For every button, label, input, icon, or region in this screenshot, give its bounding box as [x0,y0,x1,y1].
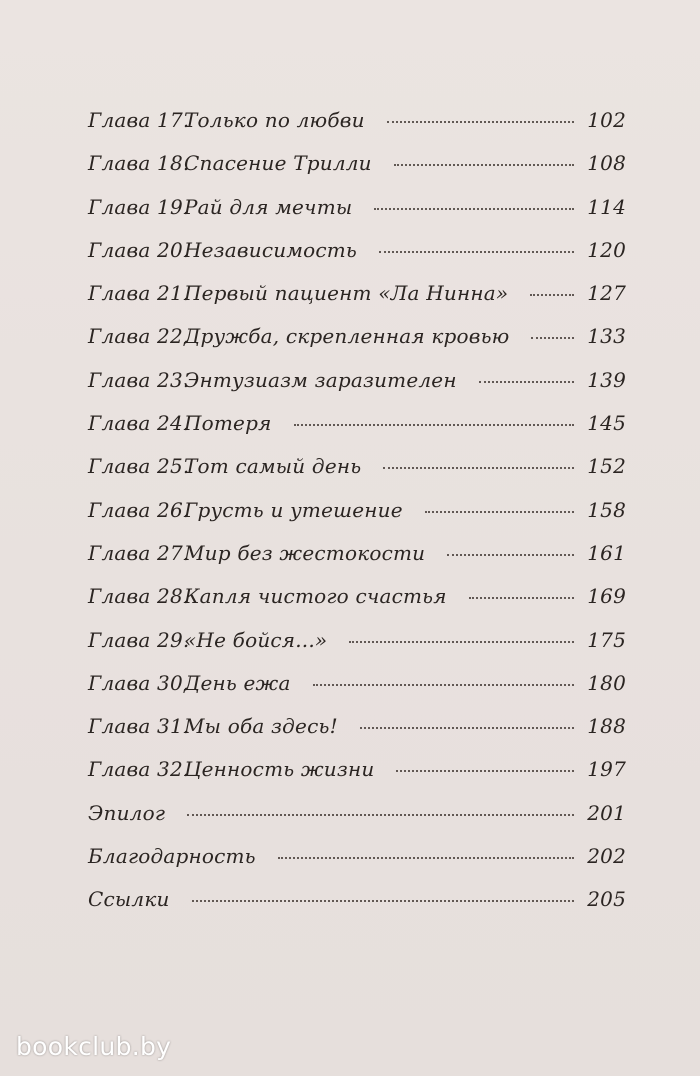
toc-chapter-title: Независимость [184,237,357,262]
toc-chapter-number: Глава 19. [88,194,190,219]
toc-leader-dots [479,381,574,383]
toc-chapter-number: Глава 25. [88,454,190,479]
toc-page-number: 169 [587,584,626,609]
toc-chapter-number: Глава 29. [88,627,190,652]
toc-chapter-title: Дружба, скрепленная кровью [184,324,510,349]
toc-page-number: 201 [587,800,626,825]
toc-chapter-number: Глава 28. [88,584,190,609]
toc-chapter-number: Глава 24. [88,411,190,436]
toc-leader-dots [360,727,574,729]
toc-chapter-number: Глава 31. [88,714,190,739]
toc-entry [88,714,626,757]
toc-leader-dots [192,900,574,902]
toc-entry [88,411,626,454]
toc-entry [88,238,626,281]
toc-page-number: 202 [587,844,626,869]
toc-chapter-title: Ценность жизни [184,757,375,782]
toc-chapter-number: Глава 20. [88,237,190,262]
toc-entry [88,628,626,671]
toc-leader-dots [187,814,574,816]
toc-entry [88,454,626,497]
toc-leader-dots [396,770,574,772]
toc-entry [88,541,626,584]
toc-chapter-number: Глава 18. [88,151,190,176]
toc-chapter-title: Потеря [184,411,272,436]
toc-leader-dots [531,337,574,339]
toc-section-title: Благодарность [88,844,256,869]
toc-chapter-number: Глава 32. [88,757,190,782]
toc-page-number: 120 [587,237,626,262]
toc-leader-dots [469,597,574,599]
toc-section-title: Ссылки [88,887,170,912]
toc-leader-dots [374,208,574,210]
toc-chapter-title: Грусть и утешение [184,497,403,522]
toc-leader-dots [379,251,574,253]
toc-page-number: 139 [587,367,626,392]
toc-page-number: 133 [587,324,626,349]
toc-leader-dots [349,641,574,643]
toc-page-number: 205 [587,887,626,912]
toc-entry-epilogue [88,801,626,844]
toc-entry [88,151,626,194]
toc-chapter-title: Мы оба здесь! [184,714,338,739]
toc-page-number: 108 [587,151,626,176]
toc-chapter-number: Глава 26. [88,497,190,522]
toc-leader-dots [394,164,574,166]
toc-page-number: 197 [587,757,626,782]
toc-page-number: 175 [587,627,626,652]
toc-leader-dots [387,121,574,123]
toc-page-number: 152 [587,454,626,479]
toc-leader-dots [294,424,574,426]
toc-page-number: 161 [587,540,626,565]
toc-entry [88,281,626,324]
toc-leader-dots [278,857,574,859]
toc-page-number: 127 [587,281,626,306]
toc-chapter-number: Глава 27. [88,540,190,565]
toc-chapter-title: Только по любви [184,108,365,132]
toc-entry [88,757,626,800]
toc-chapter-number: Глава 17. [88,108,190,132]
toc-chapter-number: Глава 21. [88,281,190,306]
toc-leader-dots [425,511,574,513]
toc-chapter-title: Энтузиазм заразителен [184,367,457,392]
toc-entry [88,368,626,411]
toc-chapter-title: Капля чистого счастья [184,584,447,609]
toc-leader-dots [447,554,574,556]
toc-chapter-title: Мир без жестокости [184,540,426,565]
toc-leader-dots [383,467,574,469]
toc-leader-dots [313,684,574,686]
toc-chapter-number: Глава 23. [88,367,190,392]
toc-chapter-title: Тот самый день [184,454,362,479]
toc-page-number: 114 [587,194,626,219]
site-watermark: bookclub.by [16,1032,172,1061]
toc-chapter-title: День ежа [184,670,291,695]
toc-chapter-title: Первый пациент «Ла Нинна» [184,281,509,306]
toc-entry [88,584,626,627]
toc-entry-acknowledgements [88,844,626,887]
toc-chapter-title: Рай для мечты [184,194,353,219]
toc-page-number: 145 [587,411,626,436]
toc-entry [88,324,626,367]
toc-entry-references [88,887,626,930]
toc-leader-dots [530,294,574,296]
table-of-contents [88,108,626,931]
toc-page-number: 180 [587,670,626,695]
toc-chapter-number: Глава 30. [88,670,190,695]
toc-page-number: 188 [587,714,626,739]
toc-entry [88,671,626,714]
toc-chapter-title: «Не бойся...» [184,627,328,652]
toc-entry [88,108,626,151]
toc-page-number: 102 [587,108,626,132]
toc-chapter-title: Спасение Трилли [184,151,372,176]
toc-section-title: Эпилог [88,800,166,825]
toc-page-number: 158 [587,497,626,522]
toc-entry [88,498,626,541]
toc-entry [88,195,626,238]
toc-chapter-number: Глава 22. [88,324,190,349]
